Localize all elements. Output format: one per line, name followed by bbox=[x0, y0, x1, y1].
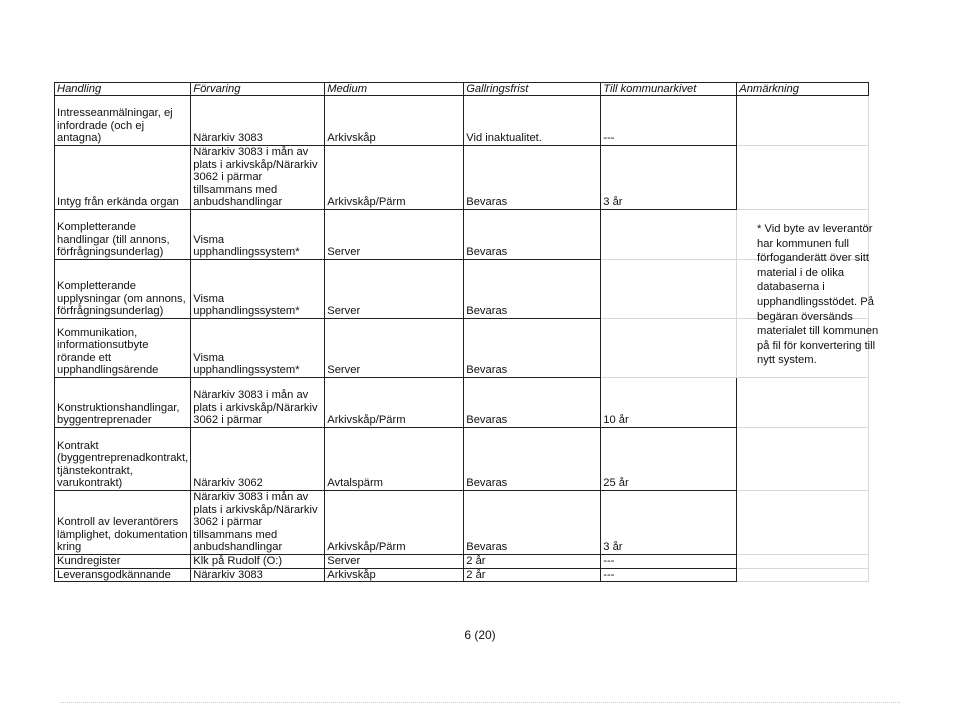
table-row bbox=[55, 96, 869, 146]
header-row bbox=[55, 83, 869, 96]
cell-medium: Arkivskåp/Pärm bbox=[325, 377, 464, 427]
cell-anmarkning bbox=[737, 427, 869, 490]
table-row bbox=[55, 568, 869, 582]
cell-handling: Kompletterande upplysningar (om annons, förfrågningsunderlag) bbox=[55, 259, 191, 318]
cell-kommunarkivet: 3 år bbox=[601, 146, 737, 210]
cell-anmarkning bbox=[737, 554, 869, 568]
cell-medium: Server bbox=[325, 554, 464, 568]
cell-forvaring: Visma upphandlingssystem* bbox=[191, 209, 325, 259]
cell-handling: Leveransgodkännande bbox=[55, 568, 191, 582]
cell-anmarkning bbox=[737, 96, 869, 146]
footnote-remark: * Vid byte av leverantör har kommunen full förfoganderätt över sitt material i de olika databaserna i upphandlingsstödet. På begäran översänds materialet till kommunen på fil för konvertering till nytt system. bbox=[757, 223, 879, 367]
cell-kommunarkivet: 3 år bbox=[601, 490, 737, 554]
cell-gallringsfrist: Bevaras bbox=[464, 377, 601, 427]
table-row bbox=[55, 146, 869, 210]
cell-kommunarkivet: --- bbox=[601, 554, 737, 568]
cell-handling: Kompletterande handlingar (till annons, förfrågningsunderlag) bbox=[55, 209, 191, 259]
cell-gallringsfrist: 2 år bbox=[464, 568, 601, 582]
cell-forvaring: Närarkiv 3083 i mån av plats i arkivskåp/Närarkiv 3062 i pärmar tillsammans med anbudshandlingar bbox=[191, 490, 325, 554]
cell-gallringsfrist: Bevaras bbox=[464, 427, 601, 490]
cell-gallringsfrist: 2 år bbox=[464, 554, 601, 568]
cell-handling: Intresseanmälningar, ej infordrade (och ej antagna) bbox=[55, 96, 191, 146]
cell-medium: Server bbox=[325, 318, 464, 377]
cell-forvaring: Närarkiv 3083 i mån av plats i arkivskåp/Närarkiv 3062 i pärmar tillsammans med anbudshandlingar bbox=[191, 146, 325, 210]
cell-handling: Kontroll av leverantörers lämplighet, dokumentation kring bbox=[55, 490, 191, 554]
cell-handling: Kundregister bbox=[55, 554, 191, 568]
header-kommunarkivet: Till kommunarkivet bbox=[601, 83, 737, 96]
cell-handling: Kommunikation, informationsutbyte rörande ett upphandlingsärende bbox=[55, 318, 191, 377]
header-gallringsfrist: Gallringsfrist bbox=[464, 83, 601, 96]
cell-handling: Konstruktionshandlingar, byggentreprenader bbox=[55, 377, 191, 427]
cell-medium: Server bbox=[325, 209, 464, 259]
cell-kommunarkivet: 25 år bbox=[601, 427, 737, 490]
page-number: 6 (20) bbox=[464, 628, 496, 642]
header-forvaring: Förvaring bbox=[191, 83, 325, 96]
cell-medium: Arkivskåp/Pärm bbox=[325, 490, 464, 554]
cell-anmarkning bbox=[737, 377, 869, 427]
cell-medium: Arkivskåp bbox=[325, 568, 464, 582]
table-row bbox=[55, 209, 869, 259]
header-medium: Medium bbox=[325, 83, 464, 96]
cell-gallringsfrist: Vid inaktualitet. bbox=[464, 96, 601, 146]
scan-artifact-line bbox=[60, 702, 900, 703]
cell-kommunarkivet: --- bbox=[601, 96, 737, 146]
table-row bbox=[55, 427, 869, 490]
cell-gallringsfrist: Bevaras bbox=[464, 490, 601, 554]
cell-forvaring: Närarkiv 3062 bbox=[191, 427, 325, 490]
cell-anmarkning bbox=[737, 490, 869, 554]
header-anmarkning: Anmärkning bbox=[737, 83, 869, 96]
cell-medium: Avtalspärm bbox=[325, 427, 464, 490]
cell-gallringsfrist: Bevaras bbox=[464, 146, 601, 210]
cell-kommunarkivet bbox=[601, 209, 737, 259]
cell-handling: Intyg från erkända organ bbox=[55, 146, 191, 210]
cell-forvaring: Visma upphandlingssystem* bbox=[191, 259, 325, 318]
cell-kommunarkivet bbox=[601, 318, 737, 377]
cell-anmarkning bbox=[737, 568, 869, 582]
cell-medium: Arkivskåp bbox=[325, 96, 464, 146]
cell-forvaring: Närarkiv 3083 i mån av plats i arkivskåp/Närarkiv 3062 i pärmar bbox=[191, 377, 325, 427]
cell-medium: Arkivskåp/Pärm bbox=[325, 146, 464, 210]
header-handling: Handling bbox=[55, 83, 191, 96]
records-table bbox=[54, 82, 869, 582]
cell-kommunarkivet: 10 år bbox=[601, 377, 737, 427]
cell-kommunarkivet: --- bbox=[601, 568, 737, 582]
cell-gallringsfrist: Bevaras bbox=[464, 209, 601, 259]
cell-gallringsfrist: Bevaras bbox=[464, 318, 601, 377]
cell-medium: Server bbox=[325, 259, 464, 318]
cell-forvaring: Närarkiv 3083 bbox=[191, 568, 325, 582]
cell-kommunarkivet bbox=[601, 259, 737, 318]
cell-anmarkning bbox=[737, 146, 869, 210]
cell-forvaring: Klk på Rudolf (O:) bbox=[191, 554, 325, 568]
cell-forvaring: Visma upphandlingssystem* bbox=[191, 318, 325, 377]
cell-handling: Kontrakt (byggentreprenadkontrakt, tjänstekontrakt, varukontrakt) bbox=[55, 427, 191, 490]
table-row bbox=[55, 554, 869, 568]
table-row bbox=[55, 377, 869, 427]
table-row bbox=[55, 259, 869, 318]
cell-forvaring: Närarkiv 3083 bbox=[191, 96, 325, 146]
table-row bbox=[55, 490, 869, 554]
table-row bbox=[55, 318, 869, 377]
cell-gallringsfrist: Bevaras bbox=[464, 259, 601, 318]
